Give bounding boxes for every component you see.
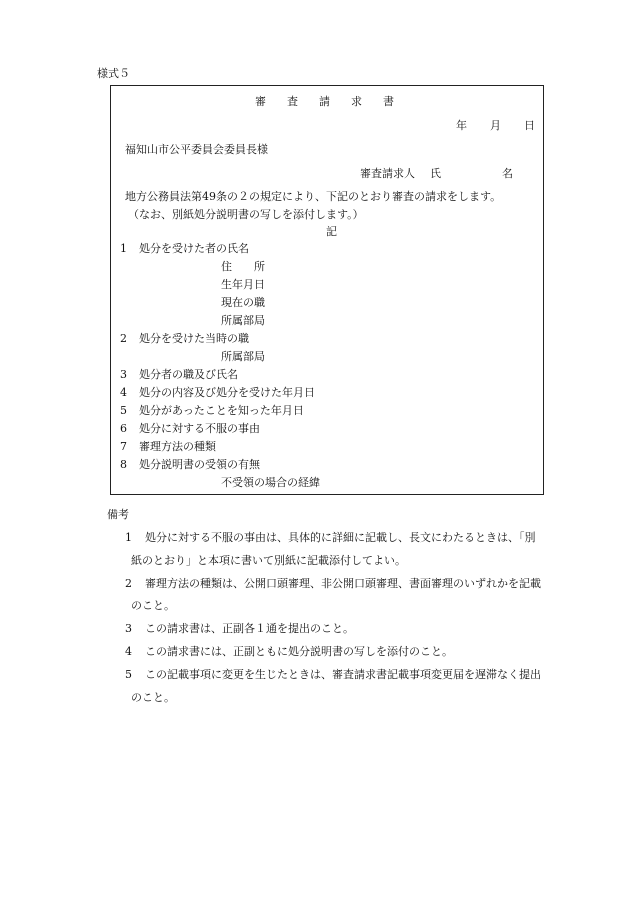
note-text: この請求書には、正副ともに処分説明書の写しを添付のこと。 [145, 645, 453, 658]
item-label: 処分に対する不服の事由 [139, 422, 260, 435]
date-day: 日 [524, 119, 535, 132]
item-number: 8 [120, 458, 127, 471]
note-text: この記載事項に変更を生じたときは、審査請求書記載事項変更届を遅滞なく提出 [145, 668, 541, 681]
item-label: 審理方法の種類 [139, 440, 216, 453]
note-number: 1 [125, 531, 132, 544]
note-number: 5 [125, 668, 132, 681]
item-label: 処分説明書の受領の有無 [139, 458, 260, 471]
item-number: 4 [120, 386, 127, 399]
item-sublabel: 現在の職 [221, 296, 265, 309]
item-label: 処分を受けた者の氏名 [139, 242, 249, 255]
item-number: 2 [120, 332, 127, 345]
item-label: 処分があったことを知った年月日 [139, 404, 304, 417]
intro-line-1: 地方公務員法第49条の２の規定により、下記のとおり審査の請求をします。 [125, 190, 502, 203]
requester-name-2: 名 [502, 167, 513, 180]
item-number: 5 [120, 404, 127, 417]
requester-label: 審査請求人 [360, 167, 415, 180]
item-number: 7 [120, 440, 127, 453]
note-text: 処分に対する不服の事由は、具体的に詳細に記載し、長文にわたるときは、「別 [145, 531, 536, 544]
note-number: 4 [125, 645, 132, 658]
intro-line-2: （なお、別紙処分説明書の写しを添付します。） [128, 208, 364, 221]
date-year: 年 [456, 119, 467, 132]
form-label: 様式５ [97, 67, 130, 80]
date-month: 月 [490, 119, 501, 132]
note-continuation: のこと。 [131, 691, 175, 704]
form-title: 審査請求書 [255, 95, 415, 108]
requester-name-1: 氏 [430, 167, 441, 180]
item-sublabel: 所属部局 [221, 350, 265, 363]
note-continuation: のこと。 [131, 599, 175, 612]
item-sublabel: 住 所 [221, 260, 265, 273]
item-number: 1 [120, 242, 127, 255]
addressee: 福知山市公平委員会委員長様 [125, 143, 268, 156]
item-sublabel: 所属部局 [221, 314, 265, 327]
note-number: 3 [125, 622, 132, 635]
note-text: この請求書は、正副各１通を提出のこと。 [145, 622, 354, 635]
note-number: 2 [125, 577, 132, 590]
item-label: 処分の内容及び処分を受けた年月日 [139, 386, 315, 399]
ki-heading: 記 [326, 225, 337, 238]
item-sublabel: 不受領の場合の経緯 [221, 476, 320, 489]
item-number: 3 [120, 368, 127, 381]
item-sublabel: 生年月日 [221, 278, 265, 291]
note-continuation: 紙のとおり」と本項に書いて別紙に記載添付してよい。 [131, 554, 406, 567]
item-label: 処分を受けた当時の職 [139, 332, 249, 345]
item-label: 処分者の職及び氏名 [139, 368, 238, 381]
item-number: 6 [120, 422, 127, 435]
note-text: 審理方法の種類は、公開口頭審理、非公開口頭審理、書面審理のいずれかを記載 [145, 577, 541, 590]
notes-heading: 備考 [107, 508, 129, 521]
